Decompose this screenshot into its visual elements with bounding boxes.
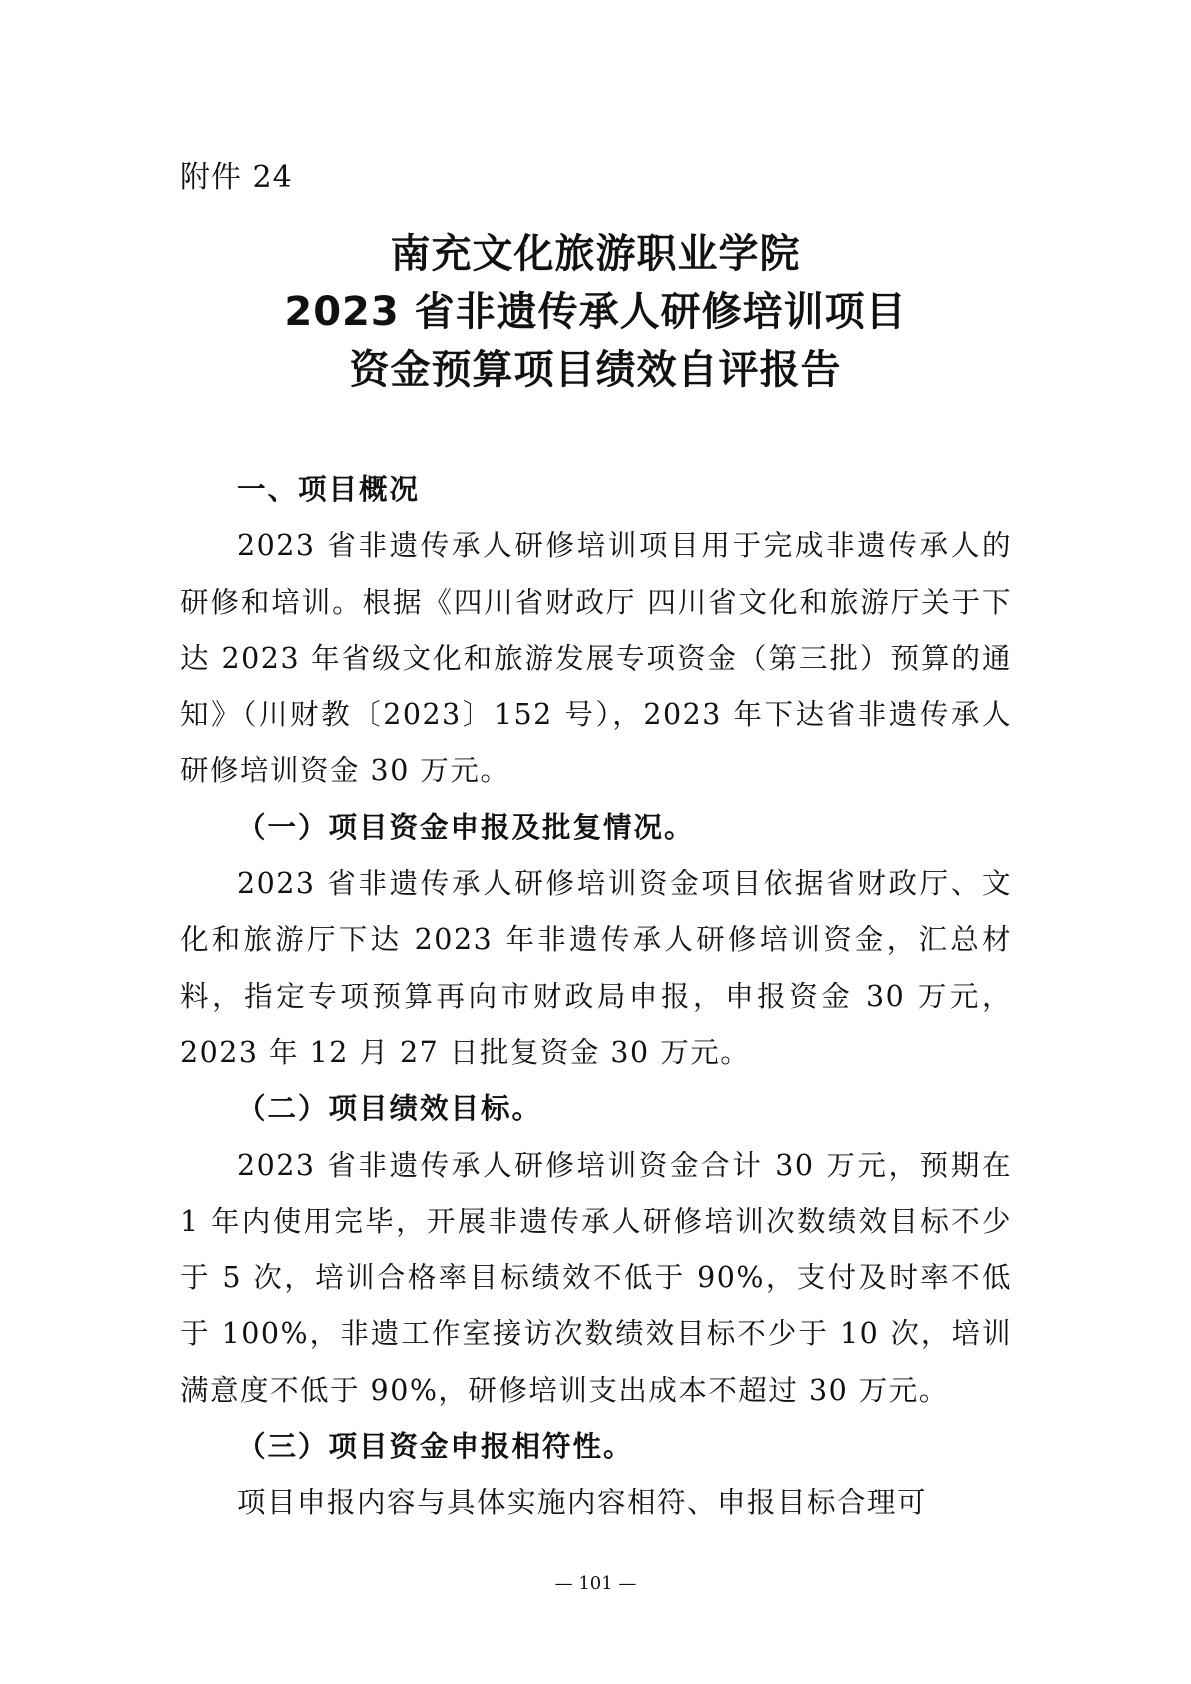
- title-line-2: 2023 省非遗传承人研修培训项目: [284, 289, 907, 335]
- paragraph-performance-goals: 2023 省非遗传承人研修培训资金合计 30 万元，预期在 1 年内使用完毕，开展非遗传承人研修培训次数绩效目标不少于 5 次，培训合格率目标绩效不低于 90%，支付及时率不低于 100%，非遗工作室接访次数绩效目标不少于 10 次，培训满意度不低于 90%，研修培训支出成本不超过 30 万元。: [180, 1148, 1012, 1407]
- paragraph-conformity: 项目申报内容与具体实施内容相符、申报目标合理可: [237, 1486, 928, 1520]
- attachment-label: 附件 24: [180, 160, 293, 195]
- subsection-heading-1: （一）项目资金申报及批复情况。: [237, 810, 695, 844]
- subsection-heading-2: （二）项目绩效目标。: [237, 1092, 543, 1126]
- paragraph-intro: 2023 省非遗传承人研修培训项目用于完成非遗传承人的研修和培训。根据《四川省财政厅 四川省文化和旅游厅关于下达 2023 年省级文化和旅游发展专项资金（第三批）预算的通知》（川财教〔2023〕152 号），2023 年下达省非遗传承人研修培训资金 30 万元。: [180, 529, 1012, 788]
- page-number: — 101 —: [554, 1573, 637, 1594]
- section-heading: 一、项目概况: [237, 473, 421, 506]
- title-line-3: 资金预算项目绩效自评报告: [349, 347, 842, 393]
- subsection-heading-3: （三）项目资金申报相符性。: [237, 1430, 634, 1464]
- document-title: [0, 225, 1191, 399]
- document-body: [180, 462, 1012, 1532]
- paragraph-funding-application: 2023 省非遗传承人研修培训资金项目依据省财政厅、文化和旅游厅下达 2023 年非遗传承人研修培训资金，汇总材料，指定专项预算再向市财政局申报，申报资金 30 万元，2023 年 12 月 27 日批复资金 30 万元。: [180, 867, 1012, 1069]
- title-line-1: 南充文化旅游职业学院: [390, 231, 801, 277]
